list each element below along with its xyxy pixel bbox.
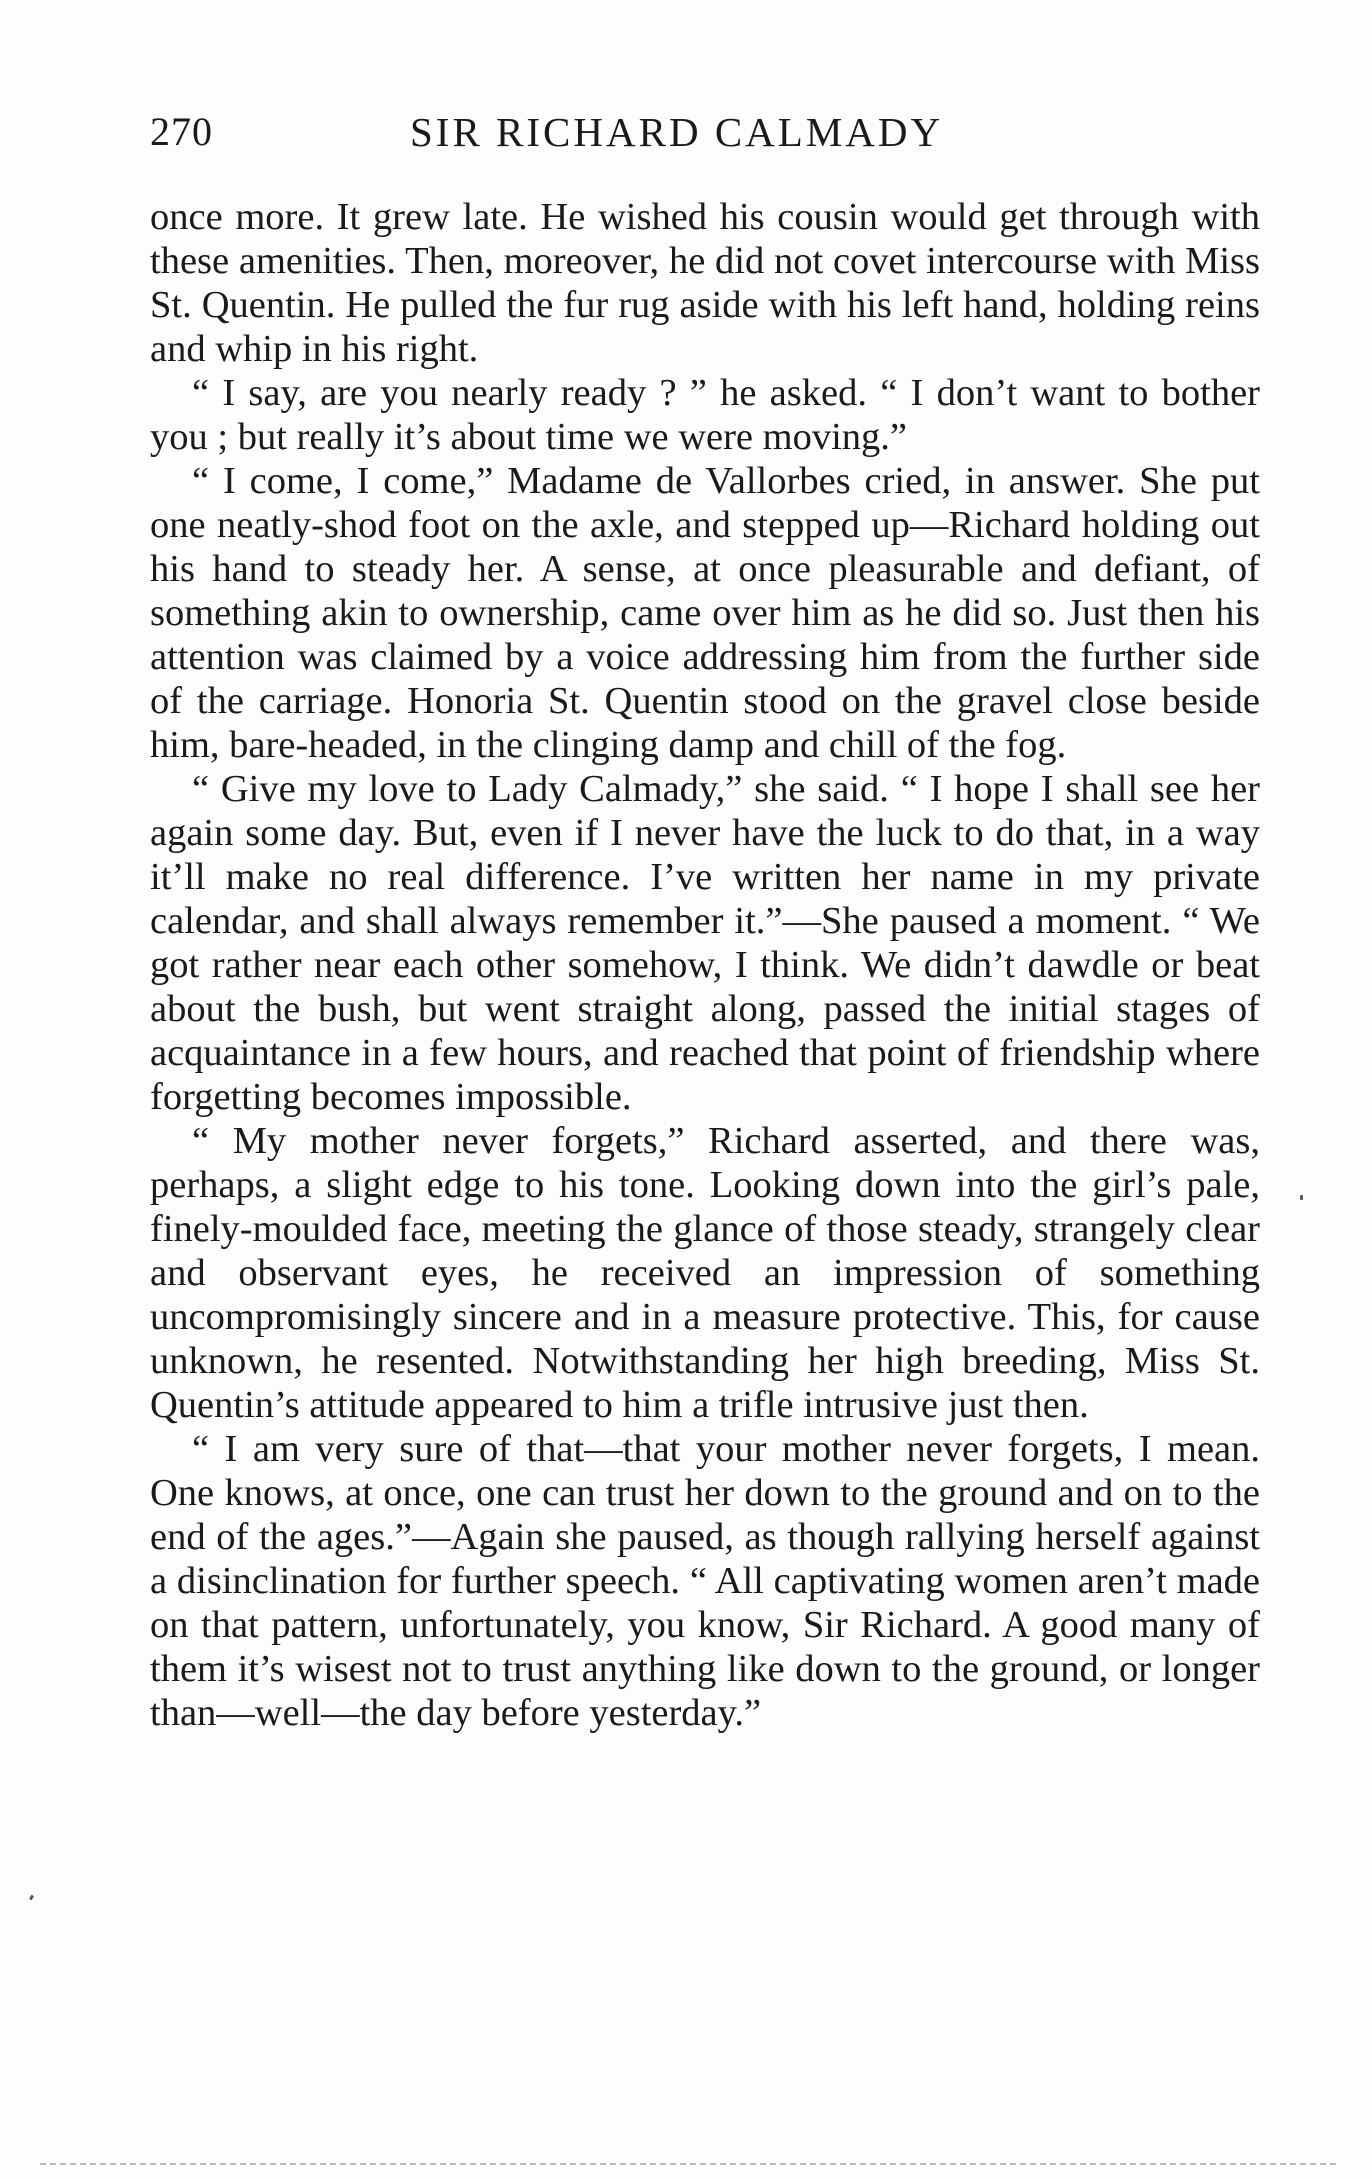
paragraph: once more. It grew late. He wished his cousin would get through with these amenities. Then, moreover, he did not covet intercourse with Miss St. Quentin. He pulled the fur rug aside with his left hand, holding reins and whip in his right. (150, 196, 1260, 370)
running-head: SIR RICHARD CALMADY (410, 109, 944, 155)
paragraph: “ I am very sure of that—that your mother never forgets, I mean. One knows, at once, one can trust her down to the ground and on to the end of the ages.”—Again she paused, as though rallying herself against a disinclination for further speech. “ All captivating women aren’t made on that pattern, unfortunately, you know, Sir Richard. A good many of them it’s wisest not to trust anything like down to the ground, or longer than—well—the day before yesterday.” (150, 1428, 1260, 1734)
ink-speck (1300, 1195, 1303, 1200)
page-header (150, 108, 1260, 168)
paragraph: “ Give my love to Lady Calmady,” she said. “ I hope I shall see her again some day. But, even if I never have the luck to do that, in a way it’ll make no real difference. I’ve written her name in my private calendar, and shall always remember it.”—She paused a moment. “ We got rather near each other somehow, I think. We didn’t dawdle or beat about the bush, but went straight along, passed the initial stages of acquaintance in a few hours, and reached that point of friendship where forgetting becomes impossible. (150, 768, 1260, 1118)
paragraph: “ My mother never forgets,” Richard asserted, and there was, perhaps, a slight edge to his tone. Looking down into the girl’s pale, finely-moulded face, meeting the glance of those steady, strangely clear and observant eyes, he received an impression of something uncompromisingly sincere and in a measure protective. This, for cause unknown, he resented. Notwithstanding her high breeding, Miss St. Quentin’s attitude appeared to him a trifle intrusive just then. (150, 1120, 1260, 1426)
paragraph: “ I come, I come,” Madame de Vallorbes cried, in answer. She put one neatly-shod foot on the axle, and stepped up—Richard holding out his hand to steady her. A sense, at once pleasurable and defiant, of something akin to ownership, came over him as he did so. Just then his attention was claimed by a voice addressing him from the further side of the carriage. Honoria St. Quentin stood on the gravel close beside him, bare-headed, in the clinging damp and chill of the fog. (150, 460, 1260, 766)
ink-speck (29, 1895, 34, 1901)
page-edge-shadow (40, 2163, 1340, 2165)
paragraph: “ I say, are you nearly ready ? ” he asked. “ I don’t want to bother you ; but really it’s about time we were moving.” (150, 372, 1260, 458)
page-number: 270 (150, 109, 213, 154)
body-text (150, 195, 1260, 1735)
